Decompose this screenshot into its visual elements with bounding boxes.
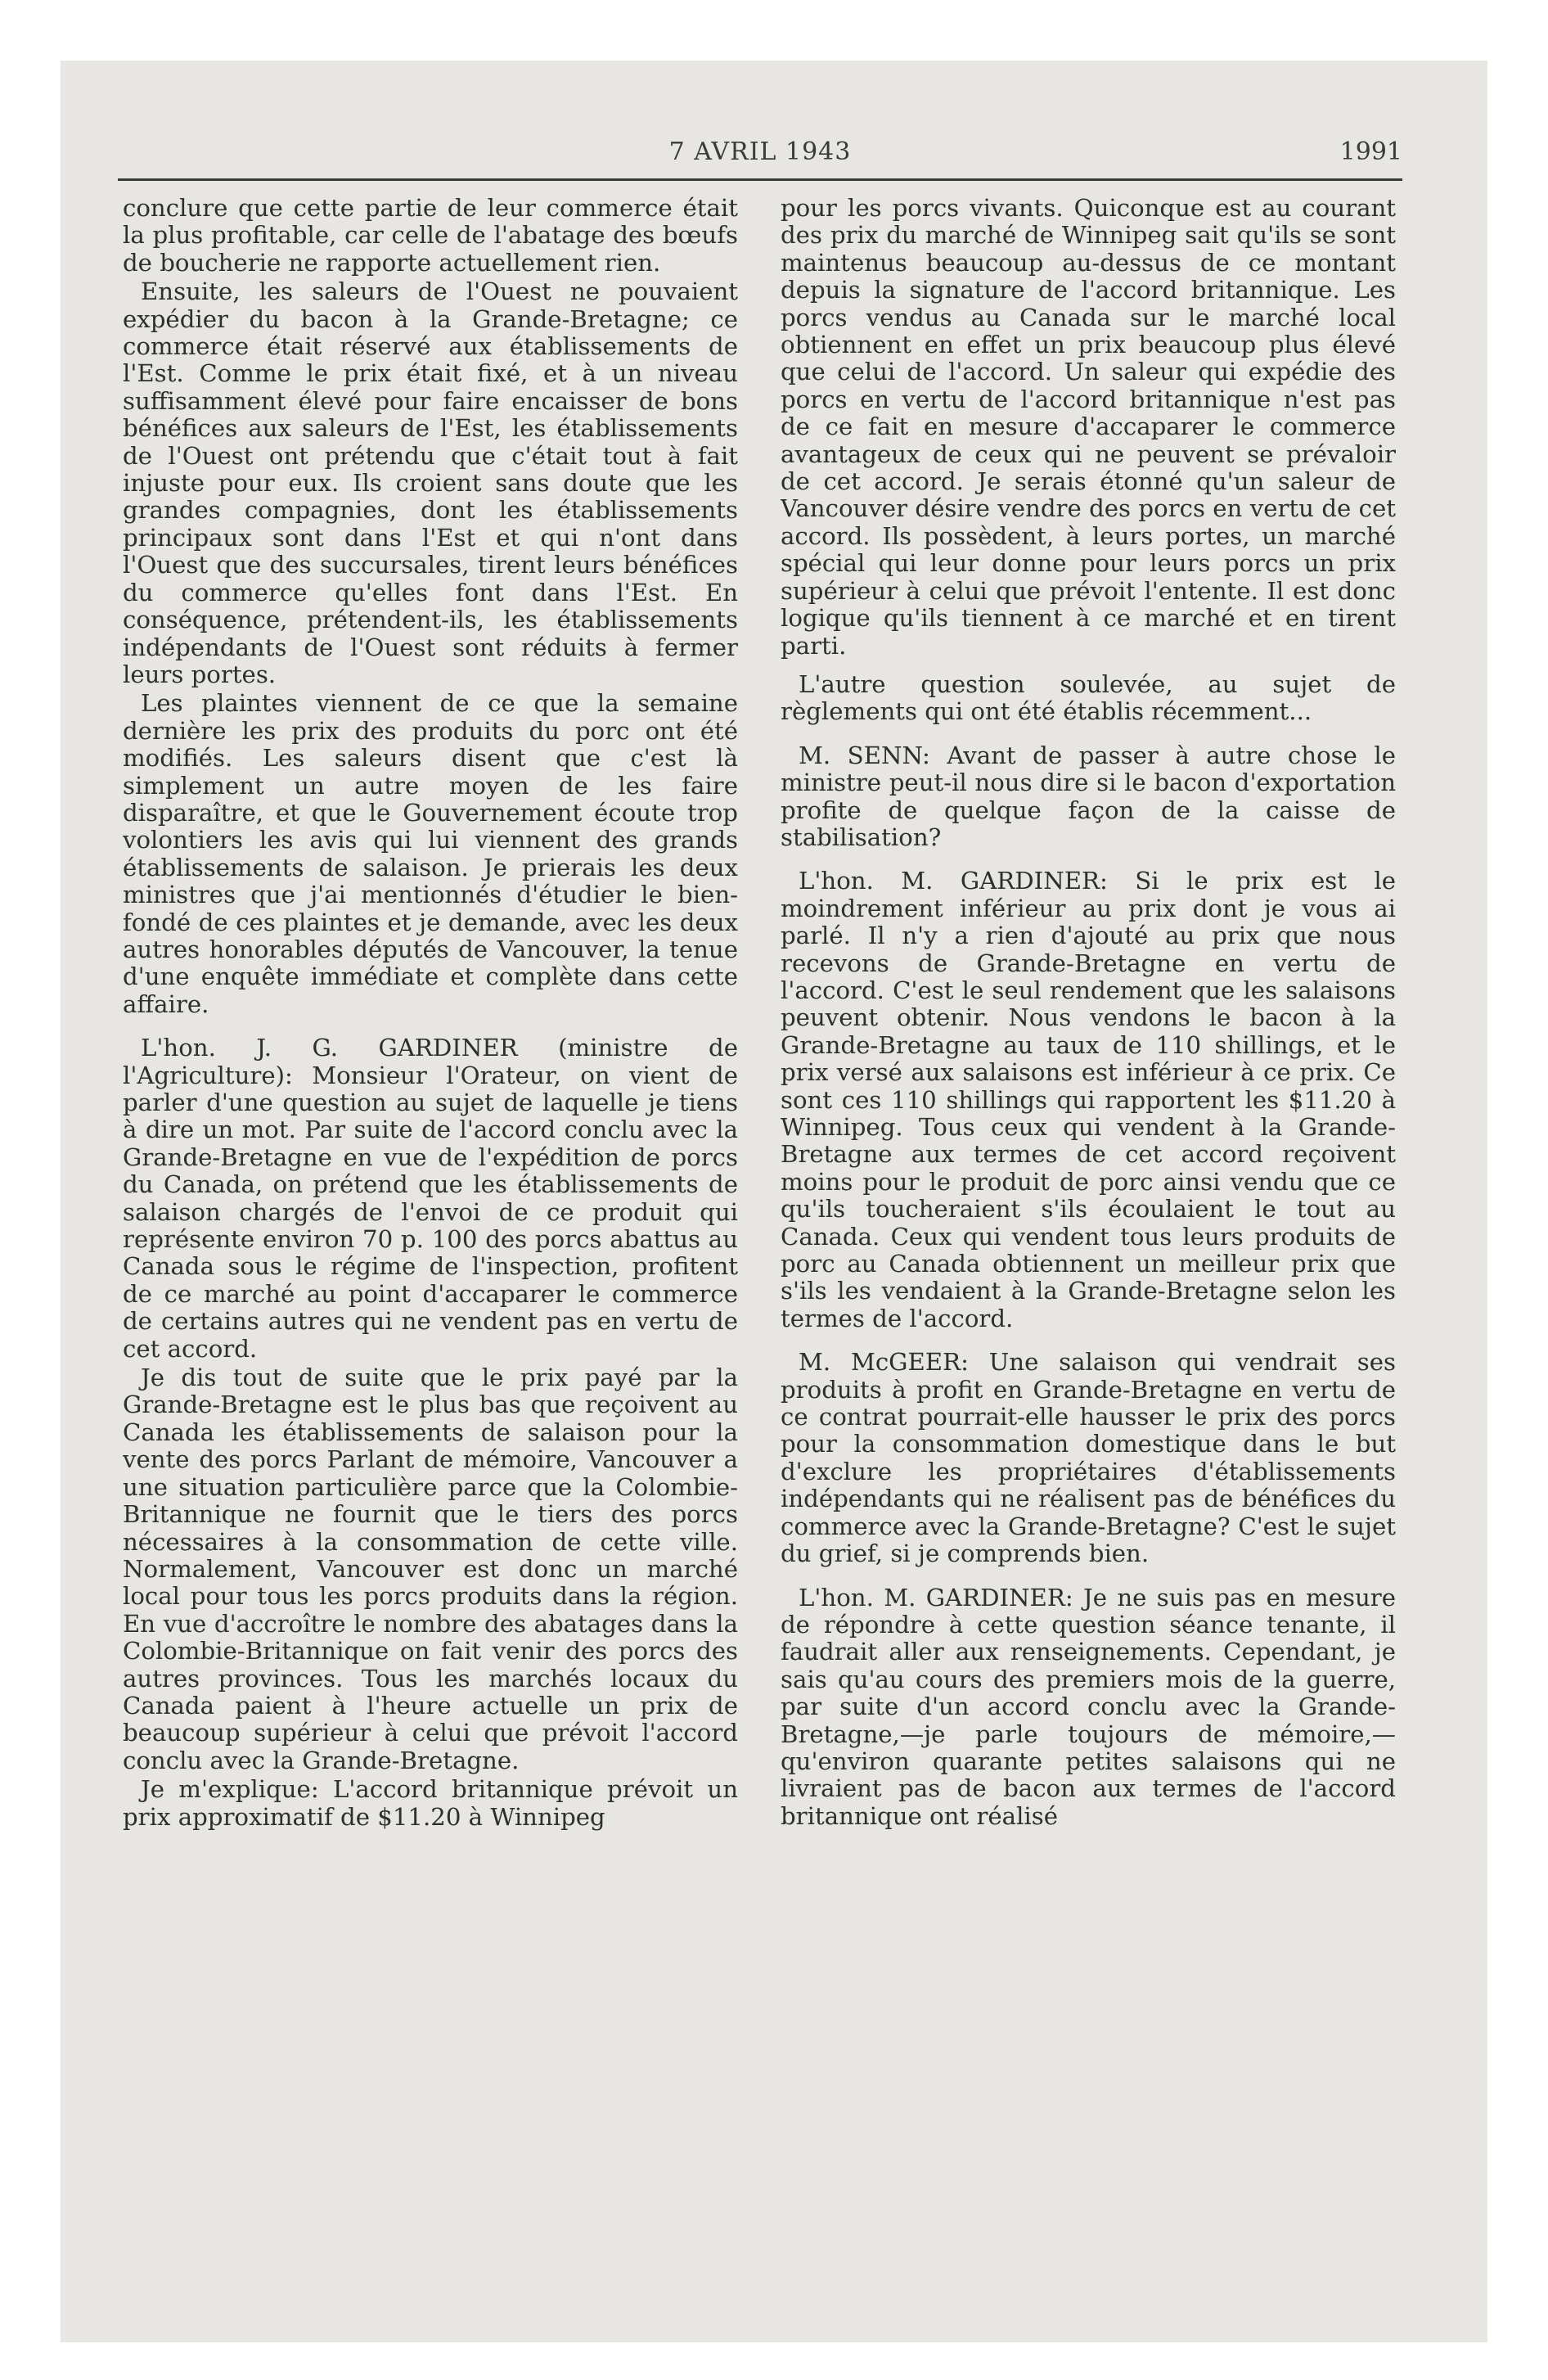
speech-paragraph: L'hon. M. GARDINER: Je ne suis pas en mesure de répondre à cette question séance tenante, il faudrait aller aux renseignements. Cependant, je sais qu'au cours des premiers mois de la guerre, par suite d'un accord conclu avec la Grande-Bretagne,—je parle toujours de mémoire,—qu'environ quarante petites salaisons qui ne livraient pas de bacon aux termes de l'accord britannique ont réalisé [781,1583,1396,1830]
paragraph: Je dis tout de suite que le prix payé par la Grande-Bretagne est le plus bas que reçoivent au Canada les établissements de salaison pour la vente des porcs Parlant de mémoire, Vancouver a une situation particulière parce que la Colombie-Britannique ne fournit que le tiers des porcs nécessaires à la consommation de cette ville. Normalement, Vancouver est donc un marché local pour tous les porcs produits dans la région. En vue d'accroître le nombre des abatages dans la Colombie-Britannique on fait venir des porcs des autres provinces. Tous les marchés locaux du Canada paient à l'heure actuelle un prix de beaucoup supérieur à celui que prévoit l'accord conclu avec la Grande-Bretagne. [123,1364,738,1774]
page-date: 7 AVRIL 1943 [668,137,852,166]
left-column [123,195,738,2323]
right-column [781,195,1396,2323]
speech-paragraph: L'hon. J. G. GARDINER (ministre de l'Agriculture): Monsieur l'Orateur, on vient de parler d'une question au sujet de laquelle je tiens à dire un mot. Par suite de l'accord conclu avec la Grande-Bretagne en vue de l'expédition de porcs du Canada, on prétend que les établissements de salaison chargés de l'envoi de ce produit qui représente environ 70 p. 100 des porcs abattus au Canada sous le régime de l'inspection, profitent de ce marché au point d'accaparer le commerce de certains autres qui ne vendent pas en vertu de cet accord. [123,1034,738,1363]
paragraph: pour les porcs vivants. Quiconque est au courant des prix du marché de Winnipeg sait qu'ils se sont maintenus beaucoup au-dessus de ce montant depuis la signature de l'accord britannique. Les porcs vendus au Canada sur le marché local obtiennent en effet un prix beaucoup plus élevé que celui de l'accord. Un saleur qui expédie des porcs en vertu de l'accord britannique n'est pas de ce fait en mesure d'accaparer le commerce avantageux de ceux qui ne peuvent se prévaloir de cet accord. Je serais étonné qu'un saleur de Vancouver désire vendre des porcs en vertu de cet accord. Ils possèdent, à leurs portes, un marché spécial qui leur donne pour leurs porcs un prix supérieur à celui que prévoit l'entente. Il est donc logique qu'ils tiennent à ce marché et en tirent parti. [781,195,1396,660]
speech-paragraph: M. SENN: Avant de passer à autre chose le ministre peut-il nous dire si le bacon d'exportation profite de quelque façon de la caisse de stabilisation? [781,741,1396,851]
paragraph: Je m'explique: L'accord britannique prévoit un prix approximatif de $11.20 à Winnipeg [123,1775,738,1831]
speech-paragraph: L'hon. M. GARDINER: Si le prix est le moindrement inférieur au prix dont je vous ai parlé. Il n'y a rien d'ajouté au prix que nous recevons de Grande-Bretagne en vertu de l'accord. C'est le seul rendement que les salaisons peuvent obtenir. Nous vendons le bacon à la Grande-Bretagne au taux de 110 shillings, et le prix versé aux salaisons est inférieur à ce prix. Ce sont ces 110 shillings qui rapportent les $11.20 à Winnipeg. Tous ceux qui vendent à la Grande-Bretagne aux termes de cet accord reçoivent moins pour le produit de porc ainsi vendu que ce qu'ils toucheraient s'ils écoulaient le tout au Canada. Ceux qui vendent tous leurs produits de porc au Canada obtiennent un meilleur prix que s'ils les vendaient à la Grande-Bretagne selon les termes de l'accord. [781,867,1396,1332]
paragraph: conclure que cette partie de leur commerce était la plus profitable, car celle de l'abatage des bœufs de boucherie ne rapporte actuellement rien. [123,195,738,277]
page-header [118,129,1402,175]
header-rule [118,178,1402,181]
paragraph: Ensuite, les saleurs de l'Ouest ne pouvaient expédier du bacon à la Grande-Bretagne; ce commerce était réservé aux établissements de l'Est. Comme le prix était fixé, et à un niveau suffisamment élevé pour faire encaisser de bons bénéfices aux saleurs de l'Est, les établissements de l'Ouest ont prétendu que c'était tout à fait injuste pour eux. Ils croient sans doute que les grandes compagnies, dont les établissements principaux sont dans l'Est et qui n'ont dans l'Ouest que des succursales, tirent leurs bénéfices du commerce qu'elles font dans l'Est. En conséquence, prétendent-ils, les établissements indépendants de l'Ouest sont réduits à fermer leurs portes. [123,277,738,688]
paragraph: L'autre question soulevée, au sujet de règlements qui ont été établis récemment... [781,669,1396,726]
page-number: 1991 [1339,137,1402,166]
paragraph: Les plaintes viennent de ce que la semaine dernière les prix des produits du porc ont été modifiés. Les saleurs disent que c'est là simplement un autre moyen de les faire disparaître, et que le Gouvernement écoute trop volontiers les avis qui lui viennent des grands établissements de salaison. Je prierais les deux ministres que j'ai mentionnés d'étudier le bien-fondé de ces plaintes et je demande, avec les deux autres honorables députés de Vancouver, la tenue d'une enquête immédiate et complète dans cette affaire. [123,689,738,1018]
speech-paragraph: M. McGEER: Une salaison qui vendrait ses produits à profit en Grande-Bretagne en vertu de ce contrat pourrait-elle hausser le prix des porcs pour la consommation domestique dans le but d'exclure les propriétaires d'établissements indépendants qui ne réalisent pas de bénéfices du commerce avec la Grande-Bretagne? C'est le sujet du grief, si je comprends bien. [781,1348,1396,1568]
